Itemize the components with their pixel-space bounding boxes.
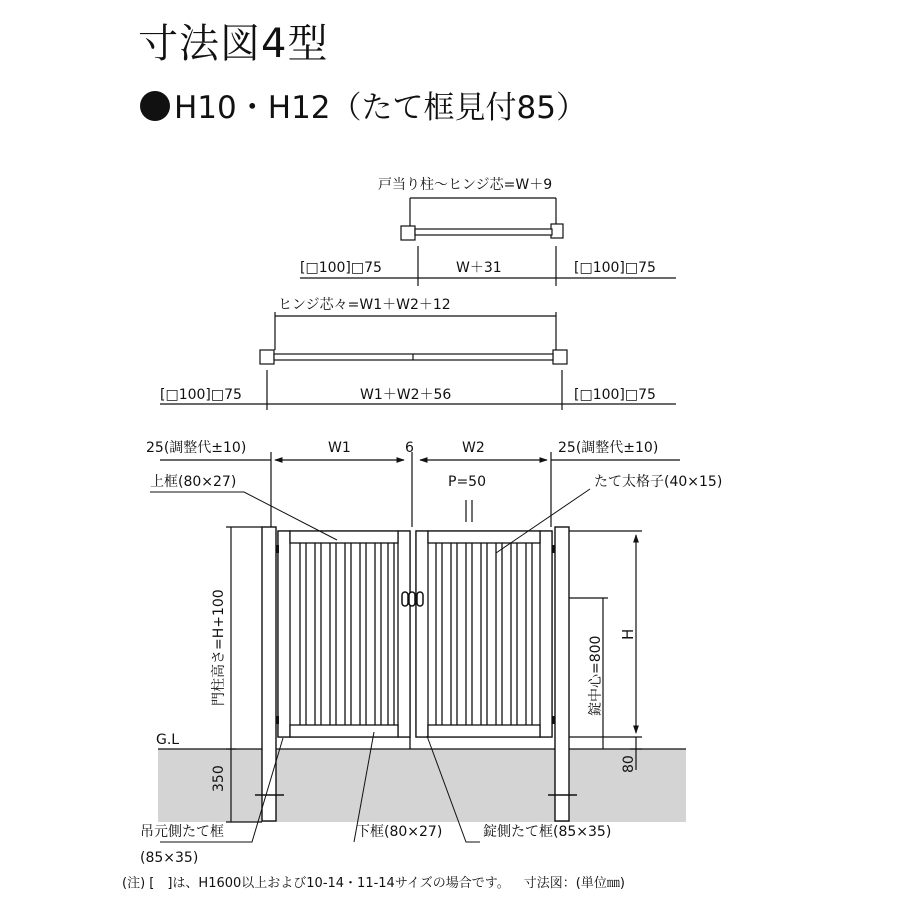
page-title: 寸法図4型 xyxy=(138,21,329,67)
embed-depth-label: 350 xyxy=(211,765,227,792)
unit-note: 寸法図：(単位㎜) xyxy=(523,876,625,891)
handle-icon xyxy=(402,592,423,606)
gate-width-single: W＋31 xyxy=(456,260,502,276)
lattice-label: たて太格子(40×15) xyxy=(594,474,723,490)
lock-stile-label: 錠側たて框(85×35) xyxy=(483,824,612,840)
post-size-right-2: [□100]□75 xyxy=(574,387,656,403)
post-size-right-1: [□100]□75 xyxy=(574,260,656,276)
lock-center-label: 錠中心=800 xyxy=(588,635,604,716)
adjust-margin-right: 25(調整代±10) xyxy=(558,440,659,456)
pitch-label: P=50 xyxy=(448,474,486,490)
subtitle-text: H10・H12（たて框見付85） xyxy=(174,90,587,126)
footnote xyxy=(122,872,625,891)
top-frame-label: 上框(80×27) xyxy=(150,474,237,490)
width-w1-label: W1 xyxy=(328,440,351,456)
ground-line-label: G.L xyxy=(156,732,180,748)
footnote-text: (注) [ ]は、H1600以上および10-14・11-14サイズの場合です。 xyxy=(122,876,510,891)
post-height-label: 門柱高さ=H+100 xyxy=(211,589,227,706)
gate-leaf-left xyxy=(278,531,410,737)
gate-width-double: W1＋W2＋56 xyxy=(360,387,452,403)
adjust-margin-left: 25(調整代±10) xyxy=(146,440,247,456)
ground-fill xyxy=(158,749,686,822)
gap-label: 6 xyxy=(405,440,414,456)
ground-clearance-label: 80 xyxy=(621,755,637,773)
height-h-label: H xyxy=(619,628,637,640)
hinge-stile-size: (85×35) xyxy=(140,850,199,866)
width-w2-label: W2 xyxy=(462,440,485,456)
hinge-to-stop-label: 戸当り柱～ヒンジ芯=W＋9 xyxy=(378,177,553,193)
post-size-left-1: [□100]□75 xyxy=(300,260,382,276)
bottom-frame-label: 下框(80×27) xyxy=(356,824,443,840)
gate-leaf-right xyxy=(416,531,552,737)
hinge-to-hinge-label: ヒンジ芯々=W1＋W2＋12 xyxy=(278,297,451,313)
hinge-stile-label: 吊元側たて框 xyxy=(140,824,224,840)
post-size-left-2: [□100]□75 xyxy=(160,387,242,403)
